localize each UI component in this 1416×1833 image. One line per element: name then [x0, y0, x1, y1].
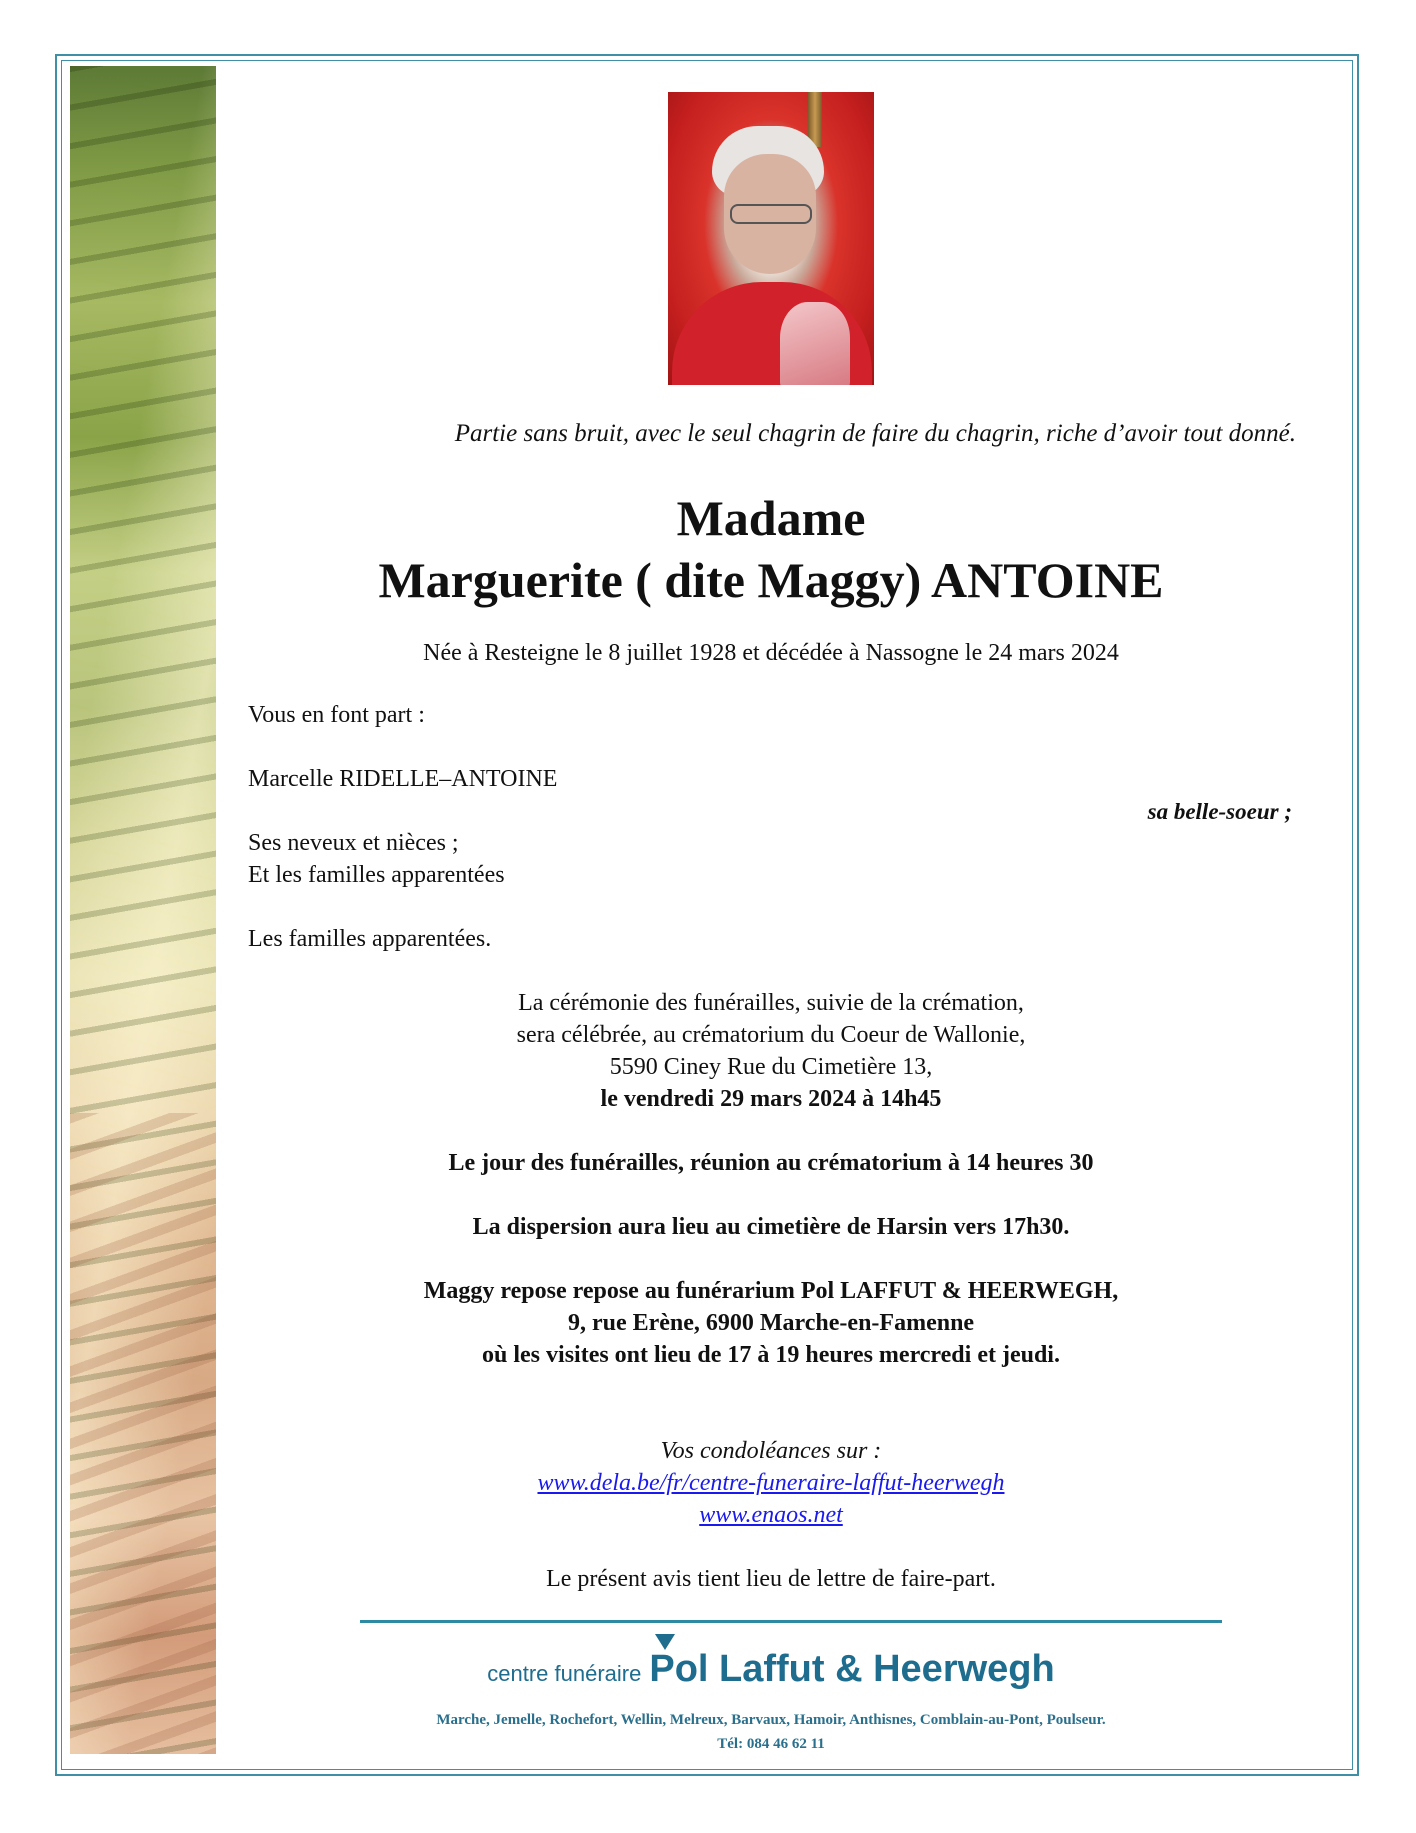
salutation-title: Madame: [676, 490, 866, 546]
condolences-label: Vos condoléances sur :: [660, 1438, 882, 1464]
ceremony-line-3: 5590 Ciney Rue du Cimetière 13,: [609, 1054, 933, 1080]
portrait-photo: [668, 92, 874, 385]
logo-name: Pol Laffut & Heerwegh: [649, 1648, 1055, 1690]
footer-divider: [360, 1620, 1222, 1623]
rest-line-1: Maggy repose repose au funérarium Pol LAFFUT & HEERWEGH,: [423, 1278, 1119, 1304]
funeral-home-logo: [246, 1648, 1296, 1691]
family-nephews: Ses neveux et nièces ;: [248, 830, 459, 856]
footer-phone: Tél: 084 46 62 11: [717, 1736, 825, 1752]
condolences-link-enaos[interactable]: www.enaos.net: [699, 1502, 843, 1528]
family-related: Et les familles apparentées: [248, 862, 505, 888]
announce-label: Vous en font part :: [248, 702, 425, 728]
meeting-info: Le jour des funérailles, réunion au crématorium à 14 heures 30: [448, 1150, 1094, 1176]
condolences-link-dela[interactable]: www.dela.be/fr/centre-funeraire-laffut-heerwegh: [537, 1470, 1005, 1496]
family-member-1: Marcelle RIDELLE–ANTOINE: [248, 766, 558, 792]
forest-path-image: [70, 66, 216, 1754]
birth-death-dates: Née à Resteigne le 8 juillet 1928 et décédée à Nassogne le 24 mars 2024: [423, 640, 1119, 666]
rest-line-2: 9, rue Erène, 6900 Marche-en-Famenne: [567, 1310, 975, 1336]
deceased-name: Marguerite ( dite Maggy) ANTOINE: [378, 552, 1164, 608]
ceremony-date: le vendredi 29 mars 2024 à 14h45: [600, 1086, 942, 1112]
notice-text: Le présent avis tient lieu de lettre de faire-part.: [546, 1566, 996, 1592]
ceremony-line-2: sera célébrée, au crématorium du Coeur de Wallonie,: [516, 1022, 1026, 1048]
footer-locations: Marche, Jemelle, Rochefort, Wellin, Melreux, Barvaux, Hamoir, Anthisnes, Comblain-au-Pont, Poulseur.: [436, 1712, 1106, 1728]
epitaph-quote: Partie sans bruit, avec le seul chagrin de faire du chagrin, riche d’avoir tout donné.: [454, 420, 1296, 447]
family-member-1-relation: sa belle-soeur ;: [1147, 799, 1292, 824]
ceremony-line-1: La cérémonie des funérailles, suivie de la crémation,: [518, 990, 1024, 1016]
rest-line-3: où les visites ont lieu de 17 à 19 heures mercredi et jeudi.: [482, 1342, 1060, 1368]
dispersion-info: La dispersion aura lieu au cimetière de Harsin vers 17h30.: [472, 1214, 1070, 1240]
family-related-2: Les familles apparentées.: [248, 926, 492, 952]
logo-subtitle: centre funéraire: [487, 1661, 642, 1686]
